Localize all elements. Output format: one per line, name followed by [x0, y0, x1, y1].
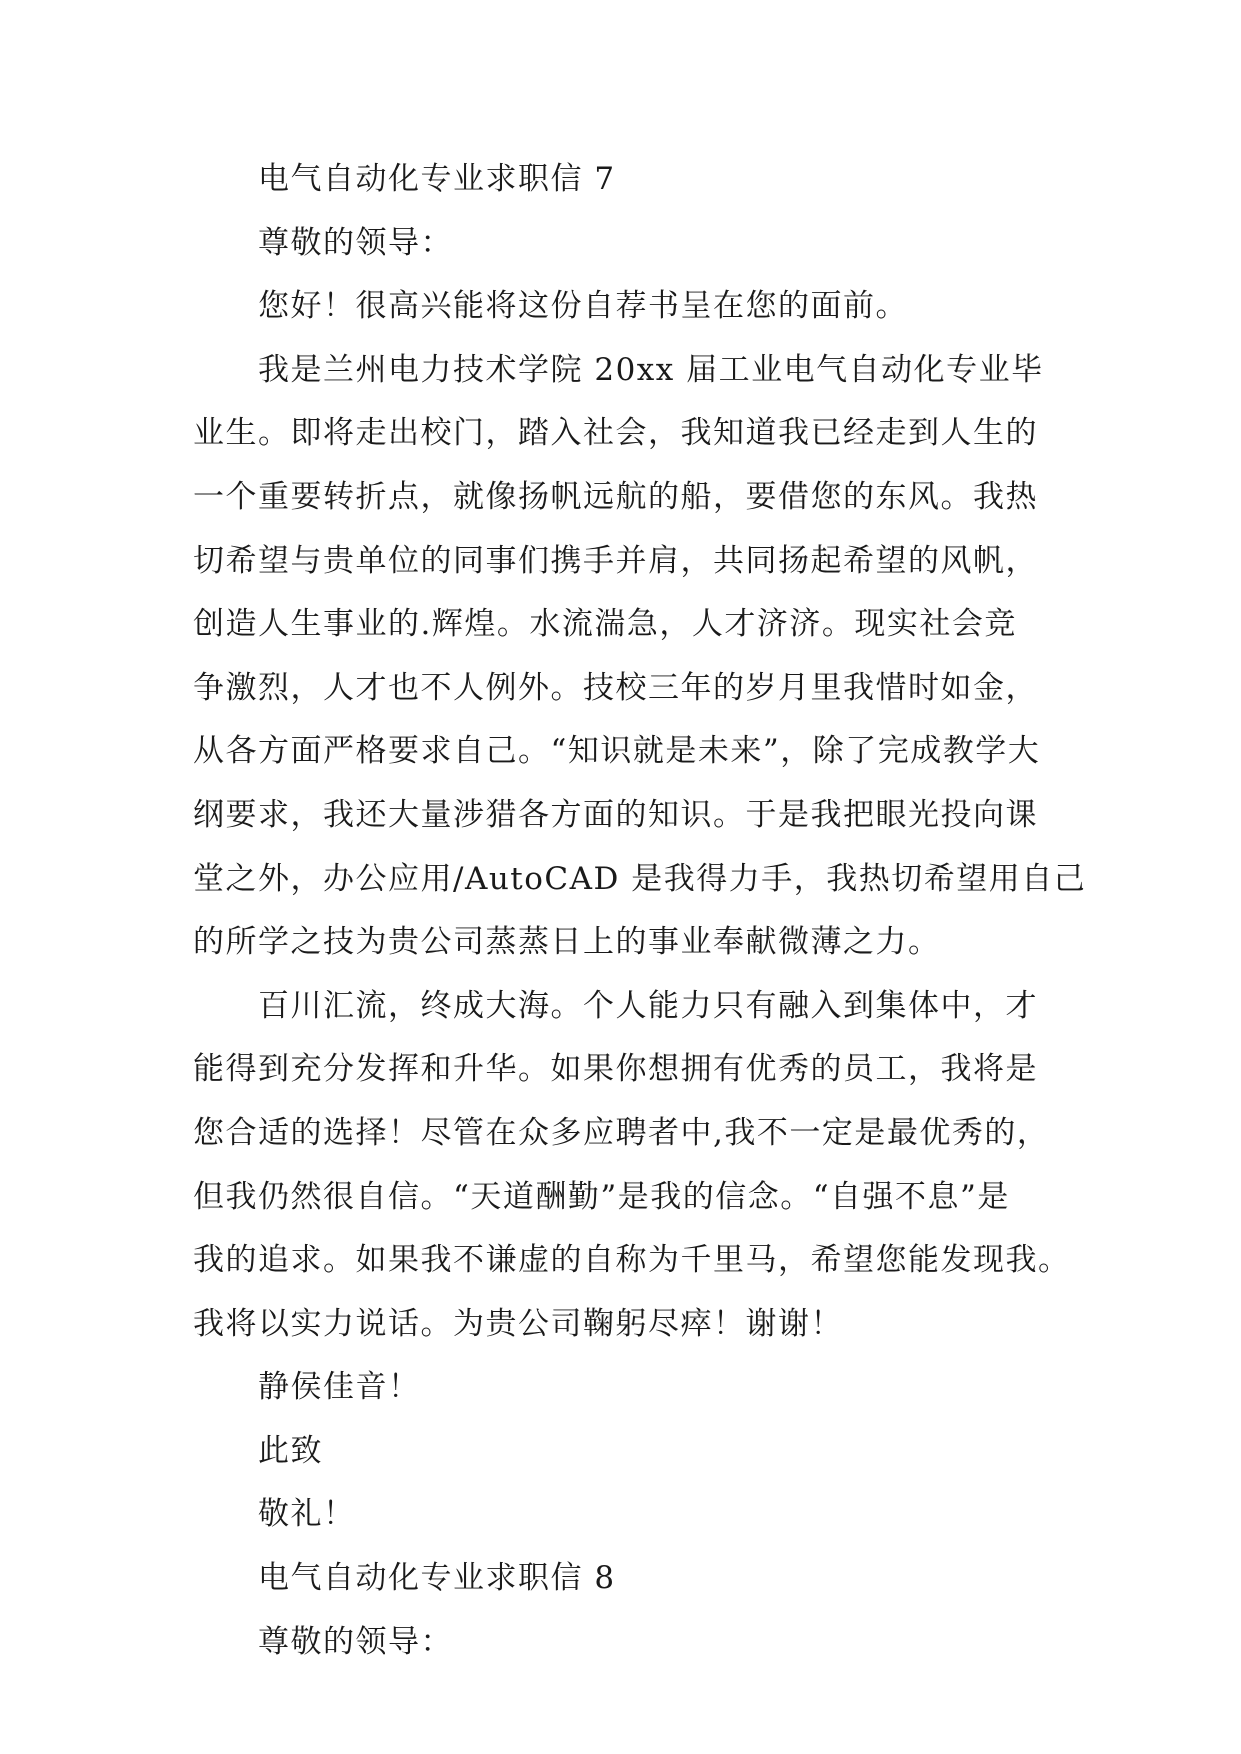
letter-7-greeting: 您好！很高兴能将这份自荐书呈在您的面前。: [258, 288, 908, 325]
paragraph-1-line: 业生。即将走出校门，踏入社会，我知道我已经走到人生的: [193, 415, 1038, 452]
letter-8-salutation: 尊敬的领导：: [258, 1623, 453, 1660]
paragraph-2-line: 我的追求。如果我不谦虚的自称为千里马，希望您能发现我。: [193, 1242, 1071, 1279]
paragraph-2-line: 但我仍然很自信。“天道酬勤”是我的信念。“自强不息”是: [193, 1178, 1010, 1215]
paragraph-1-line: 堂之外，办公应用/AutoCAD 是我得力手，我热切希望用自己: [193, 860, 1087, 897]
paragraph-1-line: 争激烈，人才也不人例外。技校三年的岁月里我惜时如金，: [193, 669, 1038, 706]
letter-7-salutation: 尊敬的领导：: [258, 224, 453, 261]
closing-salute: 敬礼！: [258, 1496, 356, 1533]
paragraph-2-line: 我将以实力说话。为贵公司鞠躬尽瘁！谢谢！: [193, 1305, 843, 1342]
letter-7-title: 电气自动化专业求职信 7: [258, 161, 616, 197]
paragraph-2-line: 百川汇流，终成大海。个人能力只有融入到集体中，才: [258, 987, 1038, 1024]
paragraph-1-line: 的所学之技为贵公司蒸蒸日上的事业奉献微薄之力。: [193, 924, 941, 961]
closing-regards: 此致: [258, 1432, 323, 1469]
paragraph-1-line: 我是兰州电力技术学院 20xx 届工业电气自动化专业毕: [258, 351, 1044, 388]
letter-body: [193, 148, 1087, 1674]
letter-8-title: 电气自动化专业求职信 8: [258, 1560, 616, 1597]
paragraph-1-line: 从各方面严格要求自己。“知识就是未来”，除了完成教学大: [193, 733, 1041, 770]
paragraph-1-line: 一个重要转折点，就像扬帆远航的船，要借您的东风。我热: [193, 478, 1038, 515]
paragraph-1-line: 创造人生事业的.辉煌。水流湍急，人才济济。现实社会竞: [193, 606, 1017, 643]
paragraph-1-line: 切希望与贵单位的同事们携手并肩，共同扬起希望的风帆，: [193, 542, 1038, 579]
paragraph-2-line: 能得到充分发挥和升华。如果你想拥有优秀的员工，我将是: [193, 1051, 1038, 1088]
paragraph-1-line: 纲要求，我还大量涉猎各方面的知识。于是我把眼光投向课: [193, 796, 1038, 833]
closing-wait: 静侯佳音！: [258, 1369, 421, 1406]
paragraph-2-line: 您合适的选择！尽管在众多应聘者中,我不一定是最优秀的，: [193, 1114, 1050, 1151]
